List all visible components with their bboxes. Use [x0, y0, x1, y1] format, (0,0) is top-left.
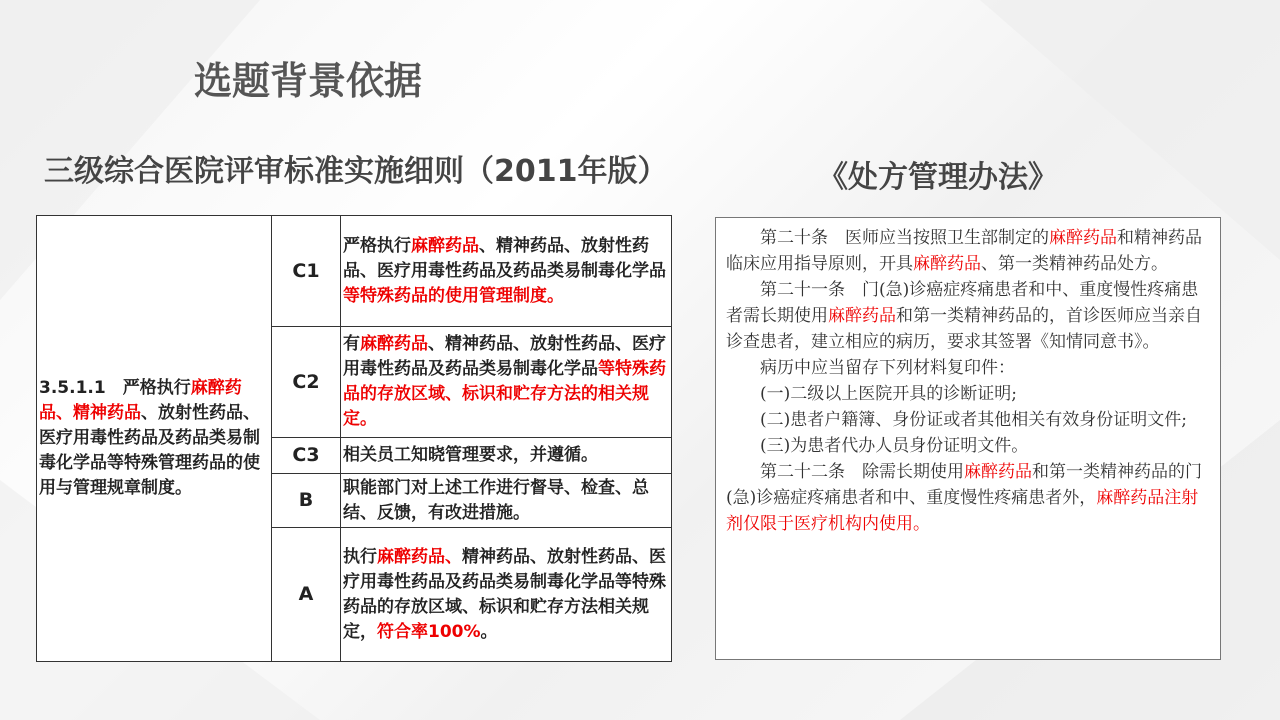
- level-cell: B: [272, 474, 341, 528]
- text-segment: 执行: [343, 546, 377, 567]
- text-segment: 职能部门对上述工作进行督导、检查、总结、反馈，有改进措施。: [343, 477, 649, 523]
- level-cell: C2: [272, 327, 341, 438]
- regulation-paragraph: [726, 277, 1210, 355]
- page-title: 选题背景依据: [194, 59, 423, 103]
- text-segment: 第二十条 医师应当按照卫生部制定的: [760, 228, 1049, 248]
- requirement-cell: [341, 474, 672, 528]
- level-cell: C1: [272, 216, 341, 327]
- text-segment: 和第一类精神药品的，首诊医师应当亲自诊查患者，建立相应的病历，要求其签署《知情同意书》。: [726, 306, 1202, 352]
- text-segment: 严格执行: [343, 235, 411, 256]
- left-heading: 三级综合医院评审标准实施细则（2011年版）: [44, 154, 668, 189]
- regulation-paragraph: [726, 225, 1210, 277]
- highlighted-text: 麻醉药品: [1049, 228, 1117, 248]
- highlighted-text: 麻醉药品: [964, 462, 1032, 482]
- highlighted-text: 麻醉药品: [411, 235, 479, 256]
- text-segment: 和第一类精神药品的门(急)诊癌症疼痛患者和中、重度慢性疼痛患者外，: [726, 462, 1202, 508]
- regulation-paragraph: [726, 407, 1210, 433]
- text-segment: 精神药品、放射性药品、医疗用毒性药品及药品类易制毒化学品等特殊药品的存放区域、标识和贮存方法相关规定，: [343, 546, 666, 642]
- standard-item-cell: [37, 216, 272, 662]
- highlighted-text: 麻醉药品、精神药品: [39, 378, 242, 423]
- regulation-text-box: [715, 217, 1221, 660]
- text-segment: 有: [343, 334, 360, 354]
- table-row: [37, 216, 672, 327]
- text-segment: (三)为患者代办人员身份证明文件。: [760, 436, 1029, 456]
- text-segment: 病历中应当留存下列材料复印件：: [760, 358, 1015, 378]
- text-segment: 相关员工知晓管理要求，并遵循。: [343, 445, 598, 465]
- requirement-cell: [341, 528, 672, 662]
- highlighted-text: 符合率100%: [377, 621, 481, 642]
- text-segment: 和精神药品临床应用指导原则，开具: [726, 228, 1202, 274]
- highlighted-text: 麻醉药品: [913, 254, 981, 274]
- text-segment: 、精神药品、放射性药品、医疗用毒性药品及药品类易制毒化学品: [343, 334, 666, 379]
- highlighted-text: 麻醉药品、: [377, 546, 462, 567]
- level-cell: C3: [272, 438, 341, 474]
- highlighted-text: 麻醉药品注射剂仅限于医疗机构内使用。: [726, 488, 1199, 534]
- regulation-paragraph: [726, 459, 1210, 537]
- standard-table: [36, 215, 672, 662]
- requirement-cell: [341, 438, 672, 474]
- text-segment: 。: [480, 621, 498, 642]
- highlighted-text: 麻醉药品: [828, 306, 896, 326]
- right-heading: 《处方管理办法》: [818, 160, 1058, 195]
- text-segment: 、放射性药品、医疗用毒性药品及药品类易制毒化学品等特殊管理药品的使用与管理规章制度。: [39, 403, 260, 498]
- text-segment: (一)二级以上医院开具的诊断证明;: [760, 384, 1017, 404]
- regulation-paragraph: [726, 433, 1210, 459]
- highlighted-text: 等特殊药品的存放区域、标识和贮存方法的相关规定。: [343, 359, 666, 429]
- highlighted-text: 等特殊药品的使用管理制度。: [343, 285, 564, 306]
- regulation-paragraph: [726, 381, 1210, 407]
- text-segment: 第二十一条 门(急)诊癌症疼痛患者和中、重度慢性疼痛患者需长期使用: [726, 280, 1199, 326]
- text-segment: 、精神药品、放射性药品、医疗用毒性药品及药品类易制毒化学品: [343, 235, 666, 281]
- requirement-cell: [341, 327, 672, 438]
- highlighted-text: 麻醉药品: [360, 334, 428, 354]
- text-segment: 第二十二条 除需长期使用: [760, 462, 964, 482]
- requirement-cell: [341, 216, 672, 327]
- text-segment: 、第一类精神药品处方。: [981, 254, 1168, 274]
- text-segment: (二)患者户籍簿、身份证或者其他相关有效身份证明文件;: [760, 410, 1187, 430]
- level-cell: A: [272, 528, 341, 662]
- text-segment: 3.5.1.1 严格执行: [39, 378, 191, 398]
- regulation-paragraph: [726, 355, 1210, 381]
